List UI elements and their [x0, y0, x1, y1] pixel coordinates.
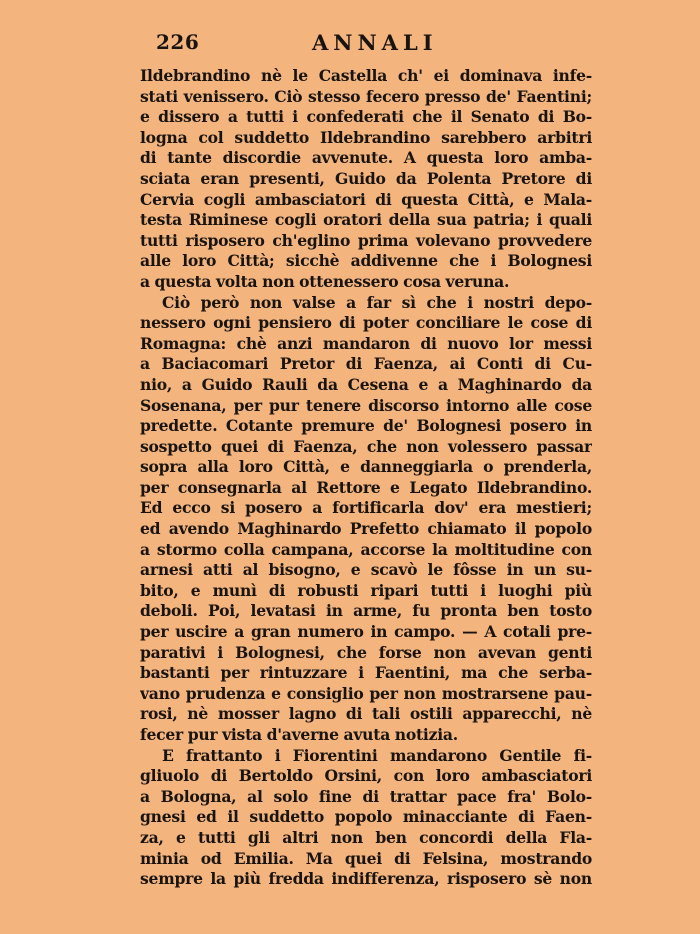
- body-text: [140, 66, 592, 890]
- text-line: a Bologna, al solo fine di trattar pace fra' Bolo-: [140, 786, 592, 806]
- text-line: di tante discordie avvenute. A questa loro amba-: [140, 148, 592, 168]
- text-line: Cervia cogli ambasciatori di questa Città, e Mala-: [140, 189, 592, 209]
- text-line: gliuolo di Bertoldo Orsini, con loro ambasciatori: [140, 766, 592, 786]
- text-line: nio, a Guido Rauli da Cesena e a Maghinardo da: [140, 374, 592, 394]
- text-line: e dissero a tutti i confederati che il Senato di Bo-: [140, 107, 592, 127]
- text-line: alle loro Città; sicchè addivenne che i Bolognesi: [140, 251, 592, 271]
- text-line: stati venissero. Ciò stesso fecero presso de' Faentini;: [140, 86, 592, 106]
- text-line: gnesi ed il suddetto popolo minacciante di Faen-: [140, 807, 592, 827]
- text-line: vano prudenza e consiglio per non mostrarsene pau-: [140, 683, 592, 703]
- text-line: nessero ogni pensiero di poter conciliare le cose di: [140, 313, 592, 333]
- text-line: ed avendo Maghinardo Prefetto chiamato il popolo: [140, 519, 592, 539]
- text-line: fecer pur vista d'averne avuta notizia.: [140, 725, 458, 744]
- text-line: per uscire a gran numero in campo. — A cotali pre-: [140, 622, 592, 642]
- text-line: sopra alla loro Città, e danneggiarla o prenderla,: [140, 457, 592, 477]
- text-line: logna col suddetto Ildebrandino sarebbero arbitri: [140, 127, 592, 147]
- text-line: arnesi atti al bisogno, e scavò le fôsse in un su-: [140, 560, 592, 580]
- text-line: a Baciacomari Pretor di Faenza, ai Conti di Cu-: [140, 354, 592, 374]
- text-line: sciata eran presenti, Guido da Polenta Pretore di: [140, 168, 592, 188]
- text-line: deboli. Poi, levatasi in arme, fu pronta ben tosto: [140, 601, 592, 621]
- text-line: tutti risposero ch'eglino prima volevano provvedere: [140, 230, 592, 250]
- page-number: 226: [156, 30, 200, 54]
- text-line: za, e tutti gli altri non ben concordi della Fla-: [140, 827, 592, 847]
- text-line: sospetto quei di Faenza, che non volessero passar: [140, 436, 592, 456]
- text-line: minia od Emilia. Ma quei di Felsina, mostrando: [140, 848, 592, 868]
- text-line: Ciò però non valse a far sì che i nostri depo-: [162, 292, 592, 312]
- text-line: rosi, nè mosser lagno di tali ostili apparecchi, nè: [140, 704, 592, 724]
- text-line: bastanti per rintuzzare i Faentini, ma che serba-: [140, 663, 592, 683]
- text-line: a questa volta non ottenessero cosa veruna.: [140, 271, 510, 291]
- text-line: parativi i Bolognesi, che forse non avevan genti: [140, 642, 592, 662]
- text-line: testa Riminese cogli oratori della sua patria; i quali: [140, 210, 592, 230]
- text-line: Romagna: chè anzi mandaron di nuovo lor messi: [140, 333, 592, 353]
- text-line: Sosenana, per pur tenere discorso intorno alle cose: [140, 395, 592, 415]
- page-header: [140, 30, 600, 58]
- text-line: Ed ecco si posero a fortificarla dov' era mestieri;: [140, 498, 592, 518]
- text-line: bito, e munì di robusti ripari tutti i luoghi più: [140, 580, 592, 600]
- text-line: Ildebrandino nè le Castella ch' ei dominava infe-: [140, 66, 592, 85]
- text-line: predette. Cotante premure de' Bolognesi posero in: [140, 416, 592, 436]
- text-line: per consegnarla al Rettore e Legato Ildebrandino.: [140, 477, 592, 497]
- running-title: ANNALI: [312, 30, 438, 55]
- text-line: sempre la più fredda indifferenza, risposero sè non: [140, 869, 592, 889]
- text-line: E frattanto i Fiorentini mandarono Gentile fi-: [162, 745, 592, 765]
- text-line: a stormo colla campana, accorse la moltitudine con: [140, 539, 592, 559]
